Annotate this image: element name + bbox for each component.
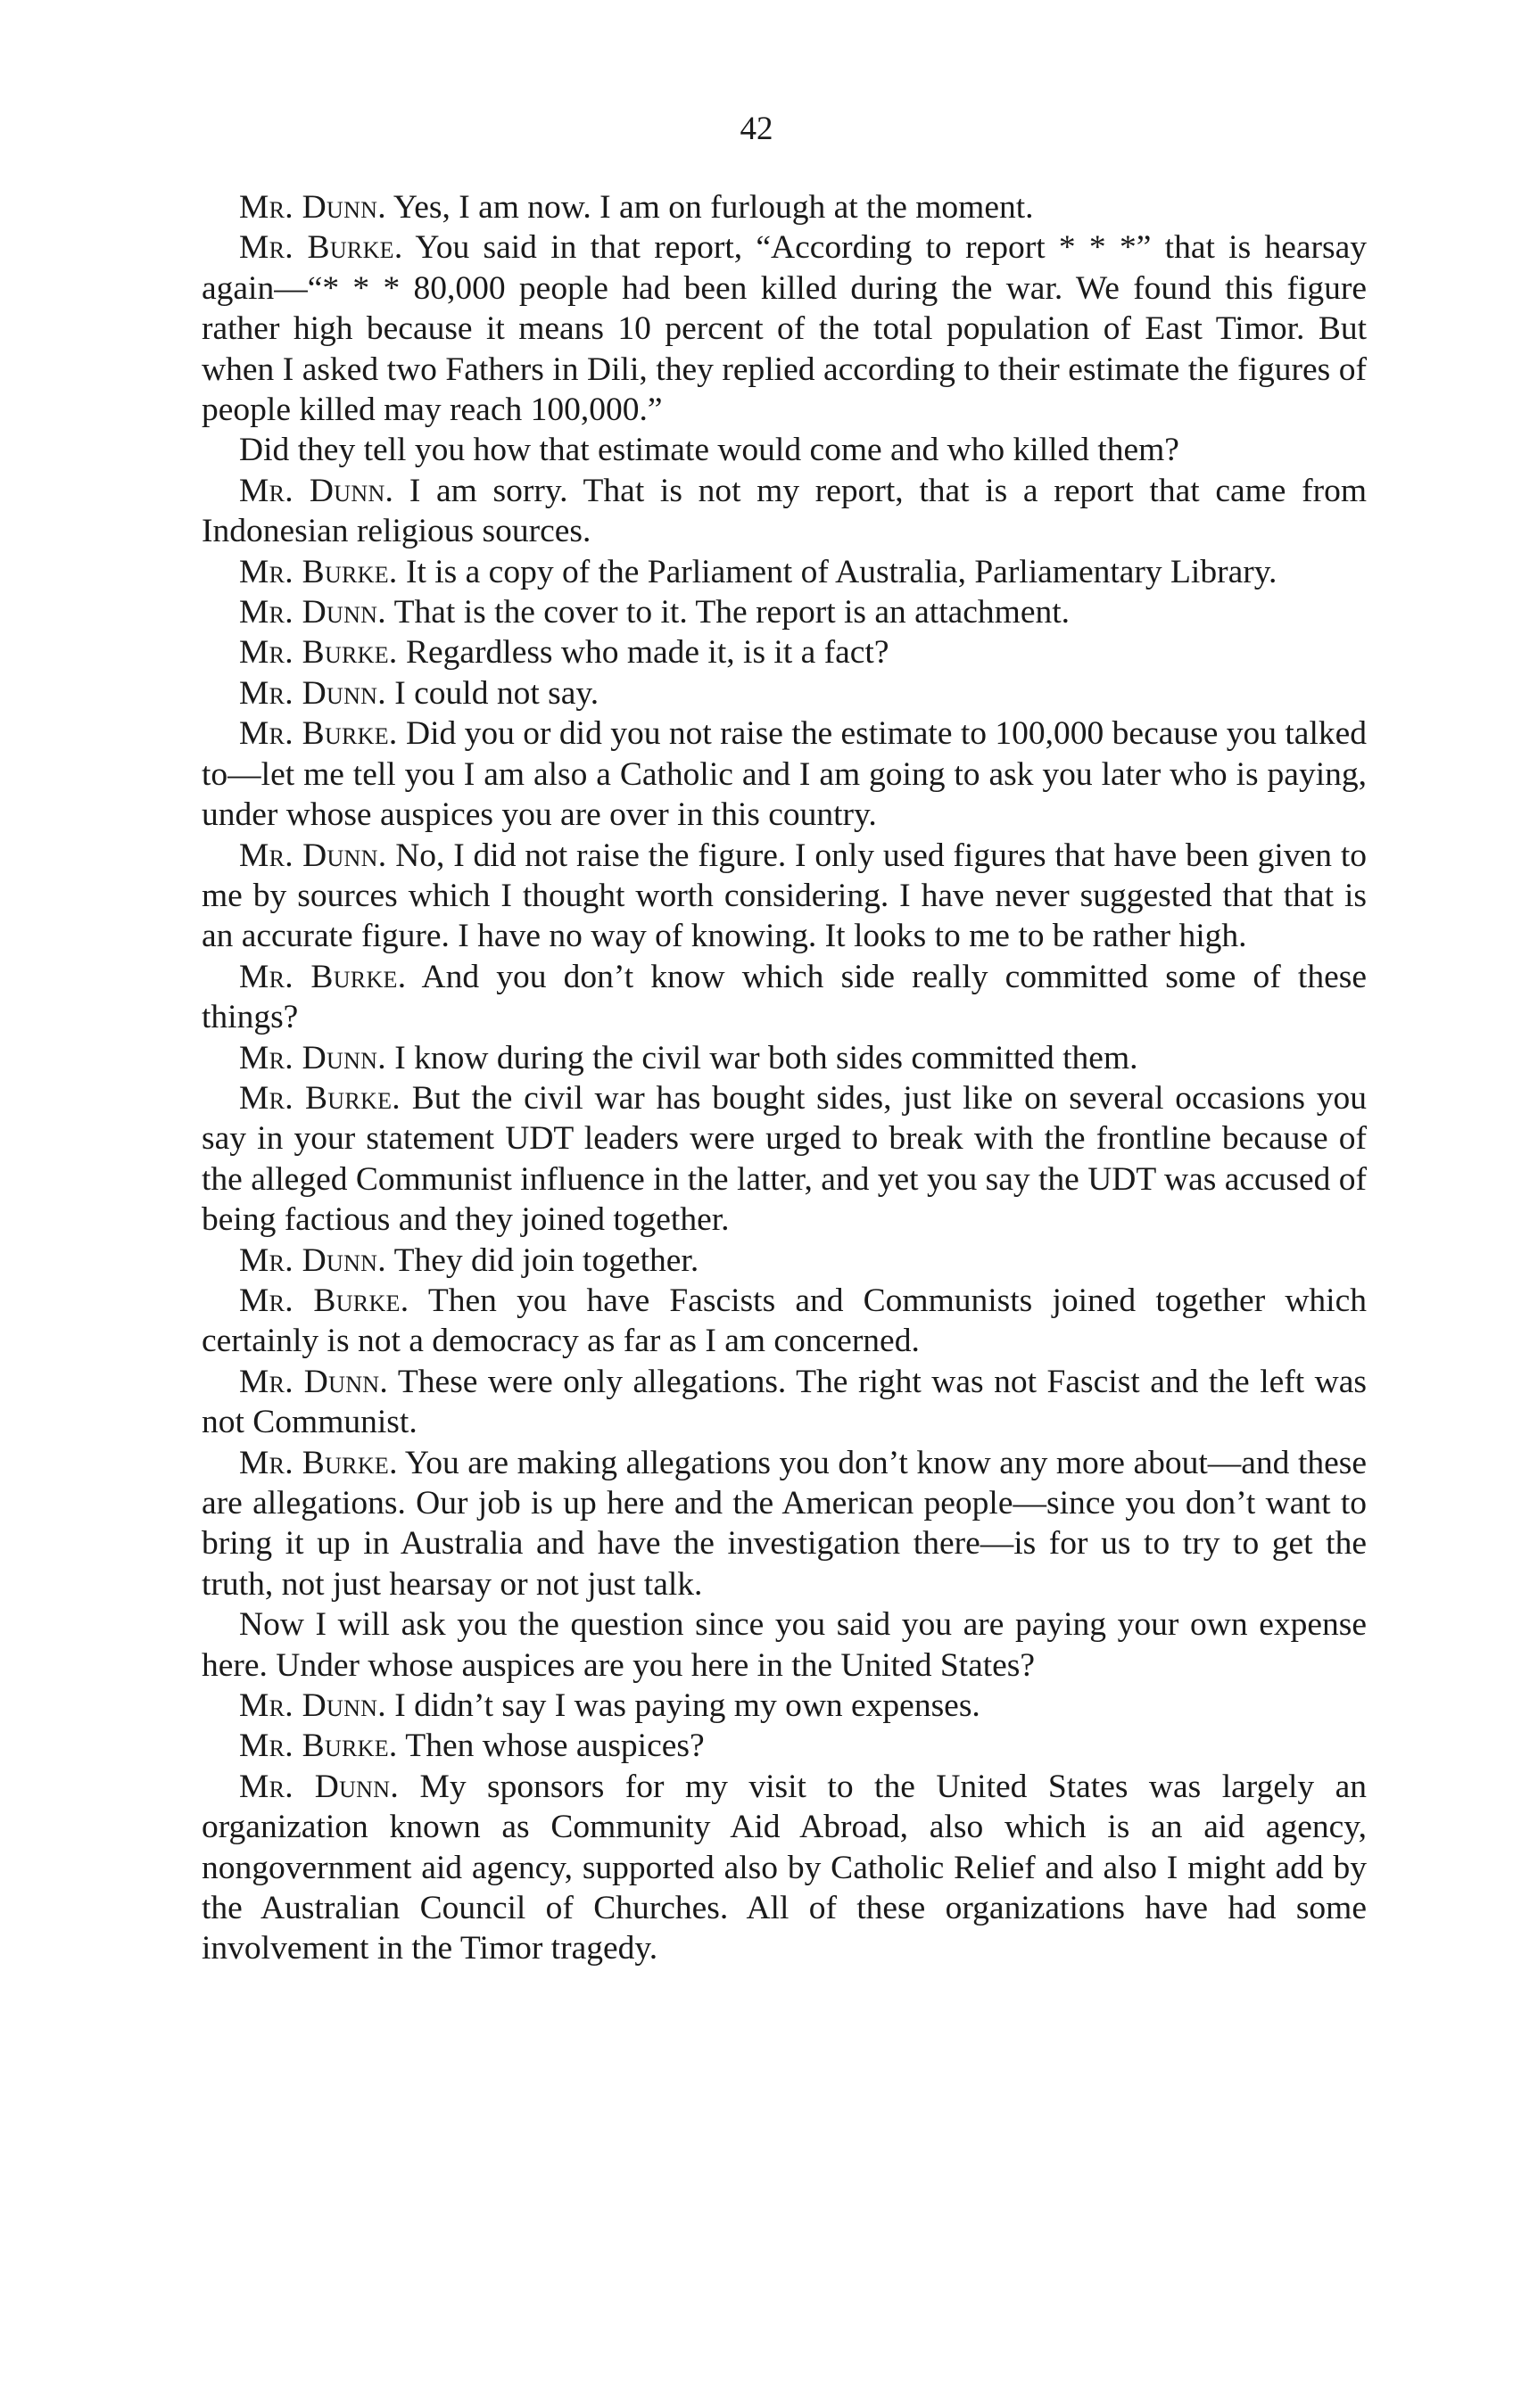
speaker-label: Mr. Dunn. bbox=[239, 1687, 386, 1725]
paragraph-text: You are making allegations you don’t know any more about—and these are allegations. Our job is up here and the American people—since you don’t want to bring it up in Australia and have the investigation there—is for us to try to get the truth, not just hearsay or not just talk. bbox=[202, 1444, 1367, 1603]
speaker-label: Mr. Burke. bbox=[239, 634, 398, 672]
speaker-label: Mr. Burke. bbox=[239, 958, 407, 995]
paragraph-text: That is the cover to it. The report is an attachment. bbox=[385, 594, 1071, 631]
page-number: 42 bbox=[740, 111, 773, 147]
transcript-paragraph bbox=[202, 1241, 1367, 1281]
transcript-paragraph bbox=[202, 1443, 1367, 1605]
speaker-label: Mr. Burke. bbox=[239, 1444, 398, 1481]
speaker-label: Mr. Dunn. bbox=[239, 1241, 386, 1279]
speaker-label: Mr. Dunn. bbox=[239, 674, 386, 712]
paragraph-text: No, I did not raise the figure. I only used figures that have been given to me by sources which I thought worth considering. I have never suggested that that is an accurate figure. I have no way of knowing. It looks to me to be rather high. bbox=[202, 837, 1367, 955]
speaker-label: Mr. Dunn. bbox=[239, 1768, 400, 1805]
paragraph-text: Then you have Fascists and Communists joined together which certainly is not a democracy as far as I am concerned. bbox=[202, 1282, 1367, 1360]
transcript-paragraph bbox=[202, 957, 1367, 1038]
paragraph-text: I am sorry. That is not my report, that is a report that came from Indonesian religious sources. bbox=[202, 472, 1367, 550]
transcript-paragraph bbox=[202, 187, 1367, 227]
speaker-label: Mr. Burke. bbox=[239, 1282, 409, 1319]
transcript-paragraph bbox=[202, 592, 1367, 632]
paragraph-text: Then whose auspices? bbox=[397, 1728, 705, 1765]
paragraph-text: It is a copy of the Parliament of Australia, Parliamentary Library. bbox=[397, 553, 1277, 590]
paragraph-text: But the civil war has bought sides, just like on several occasions you say in your statement UDT leaders were urged to break with the frontline because of the alleged Communist influence in the latter, and yet you say the UDT was accused of being factious and they joined together. bbox=[202, 1079, 1367, 1239]
paragraph-text: You said in that report, “According to report * * *” that is hearsay again—“* * * 80,000 people had been killed during the war. We found this figure rather high because it means 10 percent of the total population of East Timor. But when I asked two Fathers in Dili, they replied according to their estimate the figures of people killed may reach 100,000.” bbox=[202, 229, 1367, 429]
paragraph-text: Did you or did you not raise the estimate to 100,000 because you talked to—let me tell you I am also a Catholic and I am going to ask you later who is paying, under whose auspices you are over in this country. bbox=[202, 715, 1368, 834]
speaker-label: Mr. Burke. bbox=[239, 553, 398, 590]
paragraph-text: I could not say. bbox=[385, 674, 599, 712]
transcript-paragraph bbox=[202, 552, 1367, 592]
transcript-paragraph bbox=[202, 227, 1367, 430]
transcript-paragraph bbox=[202, 430, 1367, 470]
transcript-paragraph bbox=[202, 713, 1367, 835]
transcript-paragraph bbox=[202, 1281, 1367, 1362]
paragraph-text: Now I will ask you the question since you said you are paying your own expense here. Under whose auspices are you here in the United States? bbox=[202, 1606, 1367, 1684]
paragraph-text: They did join together. bbox=[385, 1241, 699, 1279]
speaker-label: Mr. Burke. bbox=[239, 1079, 401, 1117]
paragraph-text: Regardless who made it, is it a fact? bbox=[397, 634, 889, 672]
speaker-label: Mr. Dunn. bbox=[239, 594, 386, 631]
speaker-label: Mr. Dunn. bbox=[239, 189, 386, 226]
transcript-paragraph bbox=[202, 471, 1367, 552]
speaker-label: Mr. Dunn. bbox=[239, 1363, 389, 1400]
transcript-paragraph bbox=[202, 1078, 1367, 1241]
transcript-paragraph bbox=[202, 836, 1367, 957]
transcript-paragraph bbox=[202, 1686, 1367, 1726]
paragraph-text: And you don’t know which side really committed some of these things? bbox=[202, 958, 1367, 1036]
transcript-body bbox=[202, 187, 1367, 1969]
transcript-paragraph bbox=[202, 1038, 1367, 1078]
paragraph-text: Did they tell you how that estimate would come and who killed them? bbox=[239, 432, 1179, 469]
paragraph-text: I know during the civil war both sides committed them. bbox=[385, 1039, 1138, 1076]
speaker-label: Mr. Burke. bbox=[239, 715, 398, 753]
transcript-paragraph bbox=[202, 1362, 1367, 1443]
paragraph-text: Yes, I am now. I am on furlough at the moment. bbox=[385, 189, 1034, 226]
paragraph-text: I didn’t say I was paying my own expenses. bbox=[385, 1687, 980, 1725]
speaker-label: Mr. Burke. bbox=[239, 1728, 398, 1765]
transcript-paragraph bbox=[202, 673, 1367, 713]
speaker-label: Mr. Dunn. bbox=[239, 1039, 386, 1076]
transcript-paragraph bbox=[202, 1767, 1367, 1969]
speaker-label: Mr. Dunn. bbox=[239, 472, 394, 509]
paragraph-text: My sponsors for my visit to the United States was largely an organization known as Community Aid Abroad, also which is an aid agency, nongovernment aid agency, supported also by Catholic Relief and also I might add by the Australian Council of Churches. All of these organizations have had some involvement in the Timor tragedy. bbox=[202, 1768, 1367, 1967]
transcript-paragraph bbox=[202, 1604, 1367, 1686]
paragraph-text: These were only allegations. The right was not Fascist and the left was not Communist. bbox=[202, 1363, 1367, 1441]
speaker-label: Mr. Burke. bbox=[239, 229, 403, 267]
transcript-paragraph bbox=[202, 632, 1367, 672]
transcript-paragraph bbox=[202, 1726, 1367, 1766]
speaker-label: Mr. Dunn. bbox=[239, 837, 387, 874]
